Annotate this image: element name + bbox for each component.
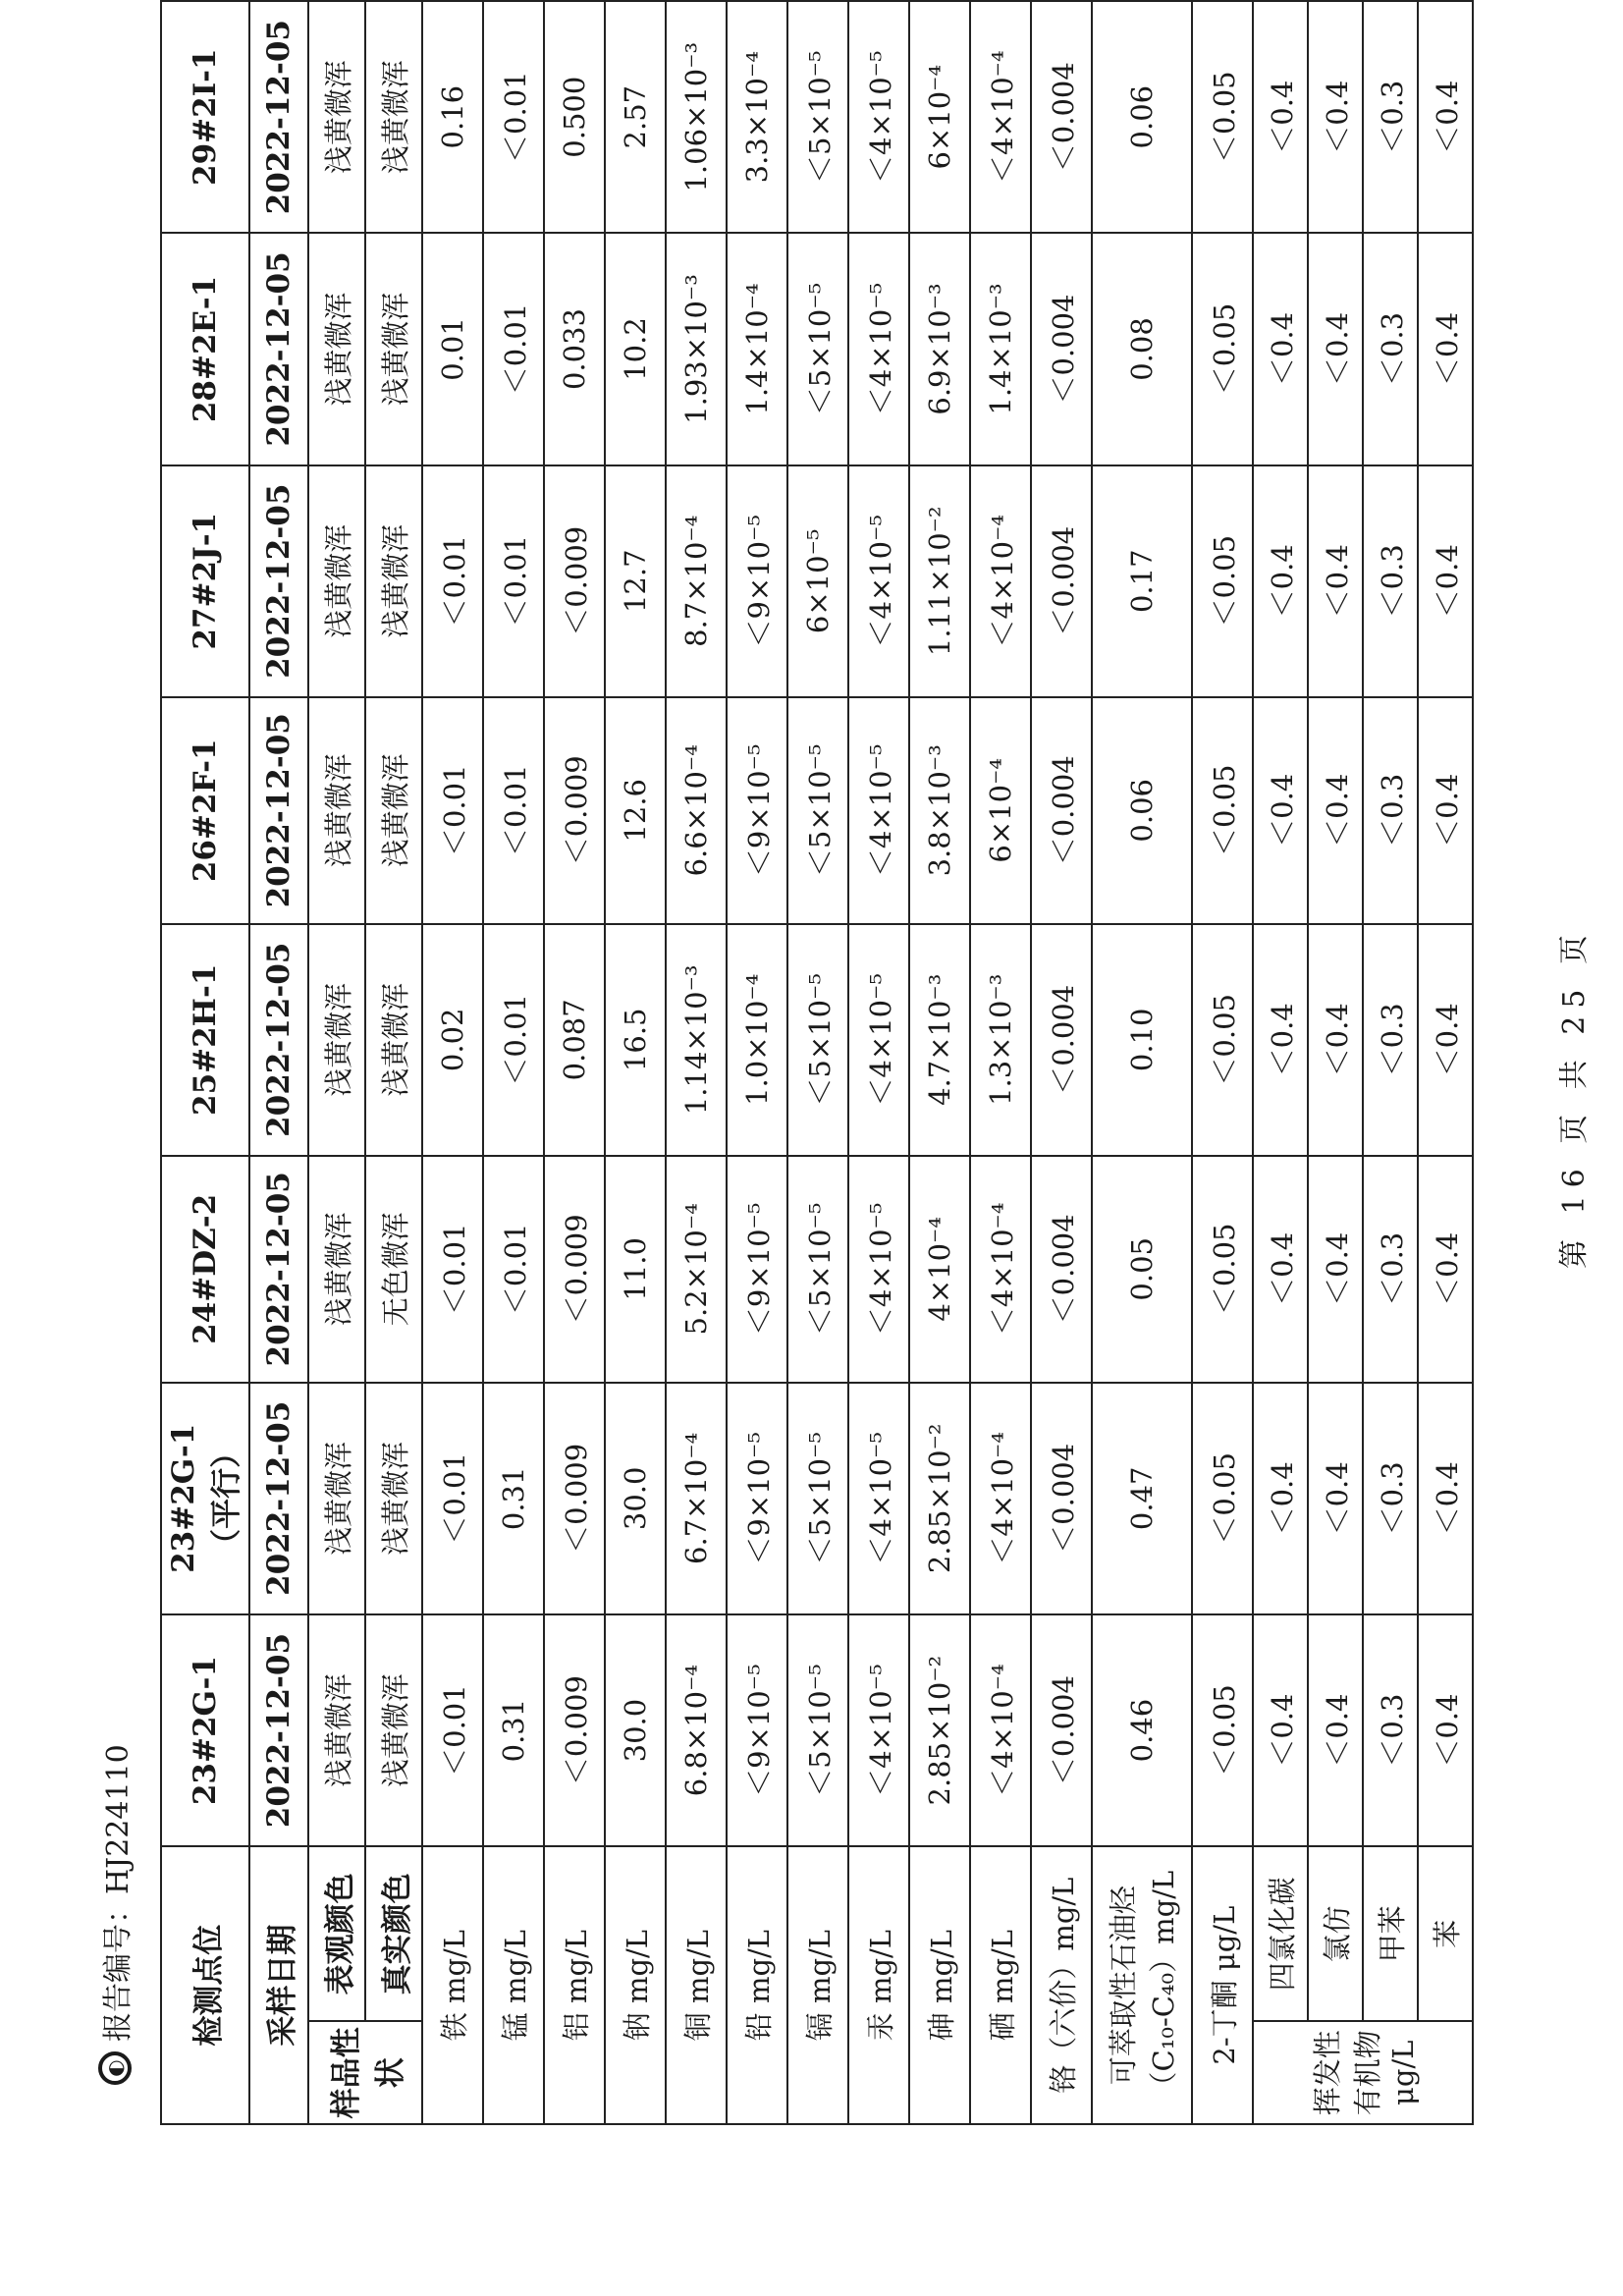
appearance-cell: 浅黄微浑 (308, 1, 365, 233)
value-cell: ＜0.4 (1253, 1614, 1308, 1846)
value-cell: ＜0.3 (1363, 924, 1418, 1156)
value-cell: ＜0.05 (1192, 1614, 1253, 1846)
parameter-row (1092, 1, 1192, 2124)
parameter-row (544, 1, 605, 2124)
value-cell: 1.11×10⁻² (909, 465, 970, 697)
date-cell: 2022-12-05 (249, 924, 308, 1156)
appearance-cell: 浅黄微浑 (308, 1383, 365, 1614)
date-cell: 2022-12-05 (249, 465, 308, 697)
value-cell: ＜0.3 (1363, 1, 1418, 233)
value-cell: 0.02 (422, 924, 483, 1156)
value-cell: 4×10⁻⁴ (909, 1156, 970, 1383)
parameter-label: 可萃取性石油烃（C₁₀-C₄₀）mg/L (1092, 1846, 1192, 2124)
value-cell: ＜5×10⁻⁵ (787, 1383, 848, 1614)
parameter-label: 汞 mg/L (848, 1846, 909, 2124)
value-cell: 6×10⁻⁵ (787, 465, 848, 697)
value-cell: ＜0.004 (1031, 924, 1092, 1156)
value-cell: 6.7×10⁻⁴ (666, 1383, 727, 1614)
value-cell: ＜0.05 (1192, 233, 1253, 465)
value-cell: ＜0.4 (1308, 924, 1363, 1156)
parameter-row (848, 1, 909, 2124)
value-cell: 1.93×10⁻³ (666, 233, 727, 465)
parameter-label: 砷 mg/L (909, 1846, 970, 2124)
value-cell: 12.7 (605, 465, 666, 697)
site-name-cell (161, 465, 249, 697)
value-cell: ＜9×10⁻⁵ (727, 1383, 787, 1614)
value-cell: ＜0.01 (483, 1, 544, 233)
true-color-cell: 浅黄微浑 (365, 1, 422, 233)
site-name-cell (161, 1614, 249, 1846)
voc-group-label: 挥发性有机物 μg/L (1253, 2021, 1473, 2124)
value-cell: 0.01 (422, 233, 483, 465)
parameter-label: 铅 mg/L (727, 1846, 787, 2124)
value-cell: ＜4×10⁻⁴ (970, 1614, 1031, 1846)
value-cell: ＜0.004 (1031, 465, 1092, 697)
value-cell: ＜4×10⁻⁵ (848, 1383, 909, 1614)
value-cell: ＜0.4 (1308, 1156, 1363, 1383)
value-cell: 0.31 (483, 1614, 544, 1846)
value-cell: ＜5×10⁻⁵ (787, 697, 848, 924)
site-name: 23#2G-1 (188, 1656, 223, 1806)
value-cell: 1.4×10⁻³ (970, 233, 1031, 465)
value-cell: ＜0.009 (544, 697, 605, 924)
site-name-note: （平行） (208, 1437, 244, 1559)
value-cell: ＜0.4 (1253, 233, 1308, 465)
site-name: 28#2E-1 (188, 275, 223, 423)
value-cell: ＜4×10⁻⁴ (970, 1, 1031, 233)
value-cell: ＜0.01 (483, 924, 544, 1156)
value-cell: ＜0.3 (1363, 697, 1418, 924)
value-cell: ＜4×10⁻⁵ (848, 924, 909, 1156)
value-cell: ＜0.3 (1363, 1156, 1418, 1383)
appearance-cell: 浅黄微浑 (308, 1614, 365, 1846)
value-cell: ＜0.05 (1192, 1, 1253, 233)
date-cell: 2022-12-05 (249, 233, 308, 465)
value-cell: 30.0 (605, 1383, 666, 1614)
value-cell: ＜5×10⁻⁵ (787, 1614, 848, 1846)
value-cell: ＜5×10⁻⁵ (787, 1, 848, 233)
parameter-label: 硒 mg/L (970, 1846, 1031, 2124)
parameter-label: 镉 mg/L (787, 1846, 848, 2124)
parameter-row (1031, 1, 1092, 2124)
value-cell: ＜0.009 (544, 1614, 605, 1846)
value-cell: ＜0.004 (1031, 1614, 1092, 1846)
results-table (160, 0, 1474, 2125)
value-cell: ＜0.01 (483, 233, 544, 465)
value-cell: ＜0.05 (1192, 1383, 1253, 1614)
appearance-cell: 浅黄微浑 (308, 233, 365, 465)
true-color-cell: 浅黄微浑 (365, 924, 422, 1156)
site-name-cell (161, 1156, 249, 1383)
value-cell: 0.17 (1092, 465, 1192, 697)
value-cell: 0.08 (1092, 233, 1192, 465)
site-header-row (161, 1, 249, 2124)
parameter-row (787, 1, 848, 2124)
appearance-cell: 浅黄微浑 (308, 924, 365, 1156)
value-cell: ＜5×10⁻⁵ (787, 924, 848, 1156)
value-cell: ＜0.4 (1253, 1, 1308, 233)
value-cell: ＜9×10⁻⁵ (727, 1614, 787, 1846)
value-cell: ＜0.3 (1363, 465, 1418, 697)
voc-parameter-label: 氯仿 (1308, 1846, 1363, 2021)
date-cell: 2022-12-05 (249, 1, 308, 233)
site-name-cell (161, 1383, 249, 1614)
value-cell: ＜0.004 (1031, 233, 1092, 465)
value-cell: 5.2×10⁻⁴ (666, 1156, 727, 1383)
site-name: 26#2F-1 (188, 738, 223, 883)
site-name: 24#DZ-2 (188, 1193, 223, 1344)
appearance-label: 表观颜色 (308, 1846, 365, 2021)
voc-row (1418, 1, 1473, 2124)
value-cell: ＜0.3 (1363, 1383, 1418, 1614)
value-cell: 6.6×10⁻⁴ (666, 697, 727, 924)
value-cell: 16.5 (605, 924, 666, 1156)
appearance-cell: 浅黄微浑 (308, 465, 365, 697)
value-cell: 0.06 (1092, 1, 1192, 233)
report-number: 报告编号：HJ224110 (101, 1744, 135, 2042)
value-cell: ＜4×10⁻⁵ (848, 465, 909, 697)
value-cell: ＜9×10⁻⁵ (727, 1156, 787, 1383)
value-cell: ＜0.05 (1192, 465, 1253, 697)
site-name-cell (161, 697, 249, 924)
site-name: 29#2I-1 (188, 48, 223, 186)
value-cell: ＜0.01 (483, 465, 544, 697)
value-cell: ＜9×10⁻⁵ (727, 465, 787, 697)
value-cell: 1.0×10⁻⁴ (727, 924, 787, 1156)
value-cell: ＜4×10⁻⁵ (848, 697, 909, 924)
value-cell: ＜0.4 (1308, 1614, 1363, 1846)
value-cell: ＜0.3 (1363, 1614, 1418, 1846)
site-column-header: 检测点位 (161, 1846, 249, 2124)
value-cell: 2.57 (605, 1, 666, 233)
value-cell: ＜4×10⁻⁴ (970, 1156, 1031, 1383)
value-cell: 0.47 (1092, 1383, 1192, 1614)
parameter-row (1192, 1, 1253, 2124)
value-cell: ＜0.01 (422, 1614, 483, 1846)
value-cell: ＜0.01 (483, 1156, 544, 1383)
site-name: 27#2J-1 (188, 512, 223, 650)
appearance-cell: 浅黄微浑 (308, 1156, 365, 1383)
voc-parameter-label: 四氯化碳 (1253, 1846, 1308, 2021)
value-cell: 6.9×10⁻³ (909, 233, 970, 465)
parameter-label: 锰 mg/L (483, 1846, 544, 2124)
value-cell: 0.05 (1092, 1156, 1192, 1383)
value-cell: 3.3×10⁻⁴ (727, 1, 787, 233)
report-header (90, 1744, 139, 2085)
true-color-cell: 无色微浑 (365, 1156, 422, 1383)
parameter-label: 钠 mg/L (605, 1846, 666, 2124)
sample-property-label: 样品性状 (308, 2021, 422, 2124)
true-color-label: 真实颜色 (365, 1846, 422, 2021)
value-cell: 1.06×10⁻³ (666, 1, 727, 233)
site-name-cell (161, 924, 249, 1156)
site-name: 25#2H-1 (188, 963, 223, 1116)
value-cell: ＜4×10⁻⁵ (848, 1156, 909, 1383)
parameter-row (727, 1, 787, 2124)
value-cell: 2.85×10⁻² (909, 1383, 970, 1614)
value-cell: ＜0.4 (1308, 1, 1363, 233)
value-cell: 1.14×10⁻³ (666, 924, 727, 1156)
value-cell: ＜0.009 (544, 1156, 605, 1383)
value-cell: ＜0.01 (422, 1383, 483, 1614)
value-cell: 4.7×10⁻³ (909, 924, 970, 1156)
value-cell: ＜0.4 (1418, 1156, 1473, 1383)
value-cell: ＜9×10⁻⁵ (727, 697, 787, 924)
parameter-label: 铝 mg/L (544, 1846, 605, 2124)
date-cell: 2022-12-05 (249, 1383, 308, 1614)
value-cell: ＜0.01 (422, 465, 483, 697)
value-cell: 30.0 (605, 1614, 666, 1846)
value-cell: ＜4×10⁻⁴ (970, 465, 1031, 697)
true-color-cell: 浅黄微浑 (365, 1383, 422, 1614)
date-label: 采样日期 (249, 1846, 308, 2124)
value-cell: 1.3×10⁻³ (970, 924, 1031, 1156)
true-color-cell: 浅黄微浑 (365, 233, 422, 465)
value-cell: ＜4×10⁻⁵ (848, 233, 909, 465)
value-cell: ＜0.4 (1308, 465, 1363, 697)
parameter-row (909, 1, 970, 2124)
voc-parameter-label: 苯 (1418, 1846, 1473, 2021)
site-name-cell (161, 233, 249, 465)
parameter-row (422, 1, 483, 2124)
date-cell: 2022-12-05 (249, 1156, 308, 1383)
appearance-cell: 浅黄微浑 (308, 697, 365, 924)
value-cell: ＜0.009 (544, 465, 605, 697)
parameter-row (483, 1, 544, 2124)
parameter-label: 铁 mg/L (422, 1846, 483, 2124)
voc-row (1253, 1, 1308, 2124)
value-cell: ＜0.4 (1253, 1156, 1308, 1383)
value-cell: ＜0.4 (1253, 697, 1308, 924)
true-color-row (365, 1, 422, 2124)
value-cell: 6×10⁻⁴ (909, 1, 970, 233)
value-cell: ＜0.4 (1418, 1, 1473, 233)
value-cell: ＜5×10⁻⁵ (787, 233, 848, 465)
parameter-label: 2-丁酮 μg/L (1192, 1846, 1253, 2124)
voc-row (1363, 1, 1418, 2124)
company-logo-icon: ◐ (98, 2051, 132, 2085)
value-cell: ＜0.004 (1031, 1156, 1092, 1383)
value-cell: 2.85×10⁻² (909, 1614, 970, 1846)
value-cell: 1.4×10⁻⁴ (727, 233, 787, 465)
value-cell: ＜5×10⁻⁵ (787, 1156, 848, 1383)
value-cell: ＜0.4 (1418, 233, 1473, 465)
value-cell: 8.7×10⁻⁴ (666, 465, 727, 697)
value-cell: ＜0.01 (422, 1156, 483, 1383)
value-cell: 12.6 (605, 697, 666, 924)
value-cell: 0.087 (544, 924, 605, 1156)
true-color-cell: 浅黄微浑 (365, 1614, 422, 1846)
value-cell: ＜0.009 (544, 1383, 605, 1614)
value-cell: 0.033 (544, 233, 605, 465)
voc-row (1308, 1, 1363, 2124)
value-cell: ＜0.01 (422, 697, 483, 924)
value-cell: 0.16 (422, 1, 483, 233)
value-cell: 0.46 (1092, 1614, 1192, 1846)
value-cell: ＜0.01 (483, 697, 544, 924)
value-cell: ＜0.4 (1308, 697, 1363, 924)
value-cell: 0.31 (483, 1383, 544, 1614)
value-cell: ＜0.4 (1308, 233, 1363, 465)
value-cell: 11.0 (605, 1156, 666, 1383)
date-cell: 2022-12-05 (249, 697, 308, 924)
voc-parameter-label: 甲苯 (1363, 1846, 1418, 2021)
value-cell: 0.06 (1092, 697, 1192, 924)
value-cell: ＜4×10⁻⁵ (848, 1614, 909, 1846)
value-cell: 0.500 (544, 1, 605, 233)
value-cell: 6×10⁻⁴ (970, 697, 1031, 924)
value-cell: ＜0.4 (1418, 465, 1473, 697)
site-name-cell (161, 1, 249, 233)
value-cell: ＜0.004 (1031, 1383, 1092, 1614)
parameter-label: 铜 mg/L (666, 1846, 727, 2124)
value-cell: 6.8×10⁻⁴ (666, 1614, 727, 1846)
true-color-cell: 浅黄微浑 (365, 697, 422, 924)
value-cell: ＜4×10⁻⁵ (848, 1, 909, 233)
appearance-row (308, 1, 365, 2124)
value-cell: ＜0.4 (1308, 1383, 1363, 1614)
parameter-row (970, 1, 1031, 2124)
date-cell: 2022-12-05 (249, 1614, 308, 1846)
value-cell: ＜0.4 (1253, 1383, 1308, 1614)
value-cell: ＜0.05 (1192, 697, 1253, 924)
value-cell: 0.10 (1092, 924, 1192, 1156)
value-cell: ＜0.05 (1192, 924, 1253, 1156)
page-number: 第 16 页 共 25 页 (1557, 926, 1592, 1270)
value-cell: ＜0.4 (1418, 924, 1473, 1156)
value-cell: ＜0.3 (1363, 233, 1418, 465)
value-cell: ＜0.4 (1253, 924, 1308, 1156)
true-color-cell: 浅黄微浑 (365, 465, 422, 697)
parameter-row (605, 1, 666, 2124)
parameter-row (666, 1, 727, 2124)
date-row (249, 1, 308, 2124)
value-cell: ＜0.4 (1418, 697, 1473, 924)
value-cell: ＜4×10⁻⁴ (970, 1383, 1031, 1614)
value-cell: ＜0.004 (1031, 697, 1092, 924)
value-cell: ＜0.4 (1418, 1614, 1473, 1846)
parameter-label: 铬（六价）mg/L (1031, 1846, 1092, 2124)
value-cell: ＜0.05 (1192, 1156, 1253, 1383)
value-cell: 3.8×10⁻³ (909, 697, 970, 924)
value-cell: ＜0.4 (1253, 465, 1308, 697)
site-name: 23#2G-1 (165, 1423, 201, 1573)
value-cell: 10.2 (605, 233, 666, 465)
value-cell: ＜0.4 (1418, 1383, 1473, 1614)
value-cell: ＜0.004 (1031, 1, 1092, 233)
